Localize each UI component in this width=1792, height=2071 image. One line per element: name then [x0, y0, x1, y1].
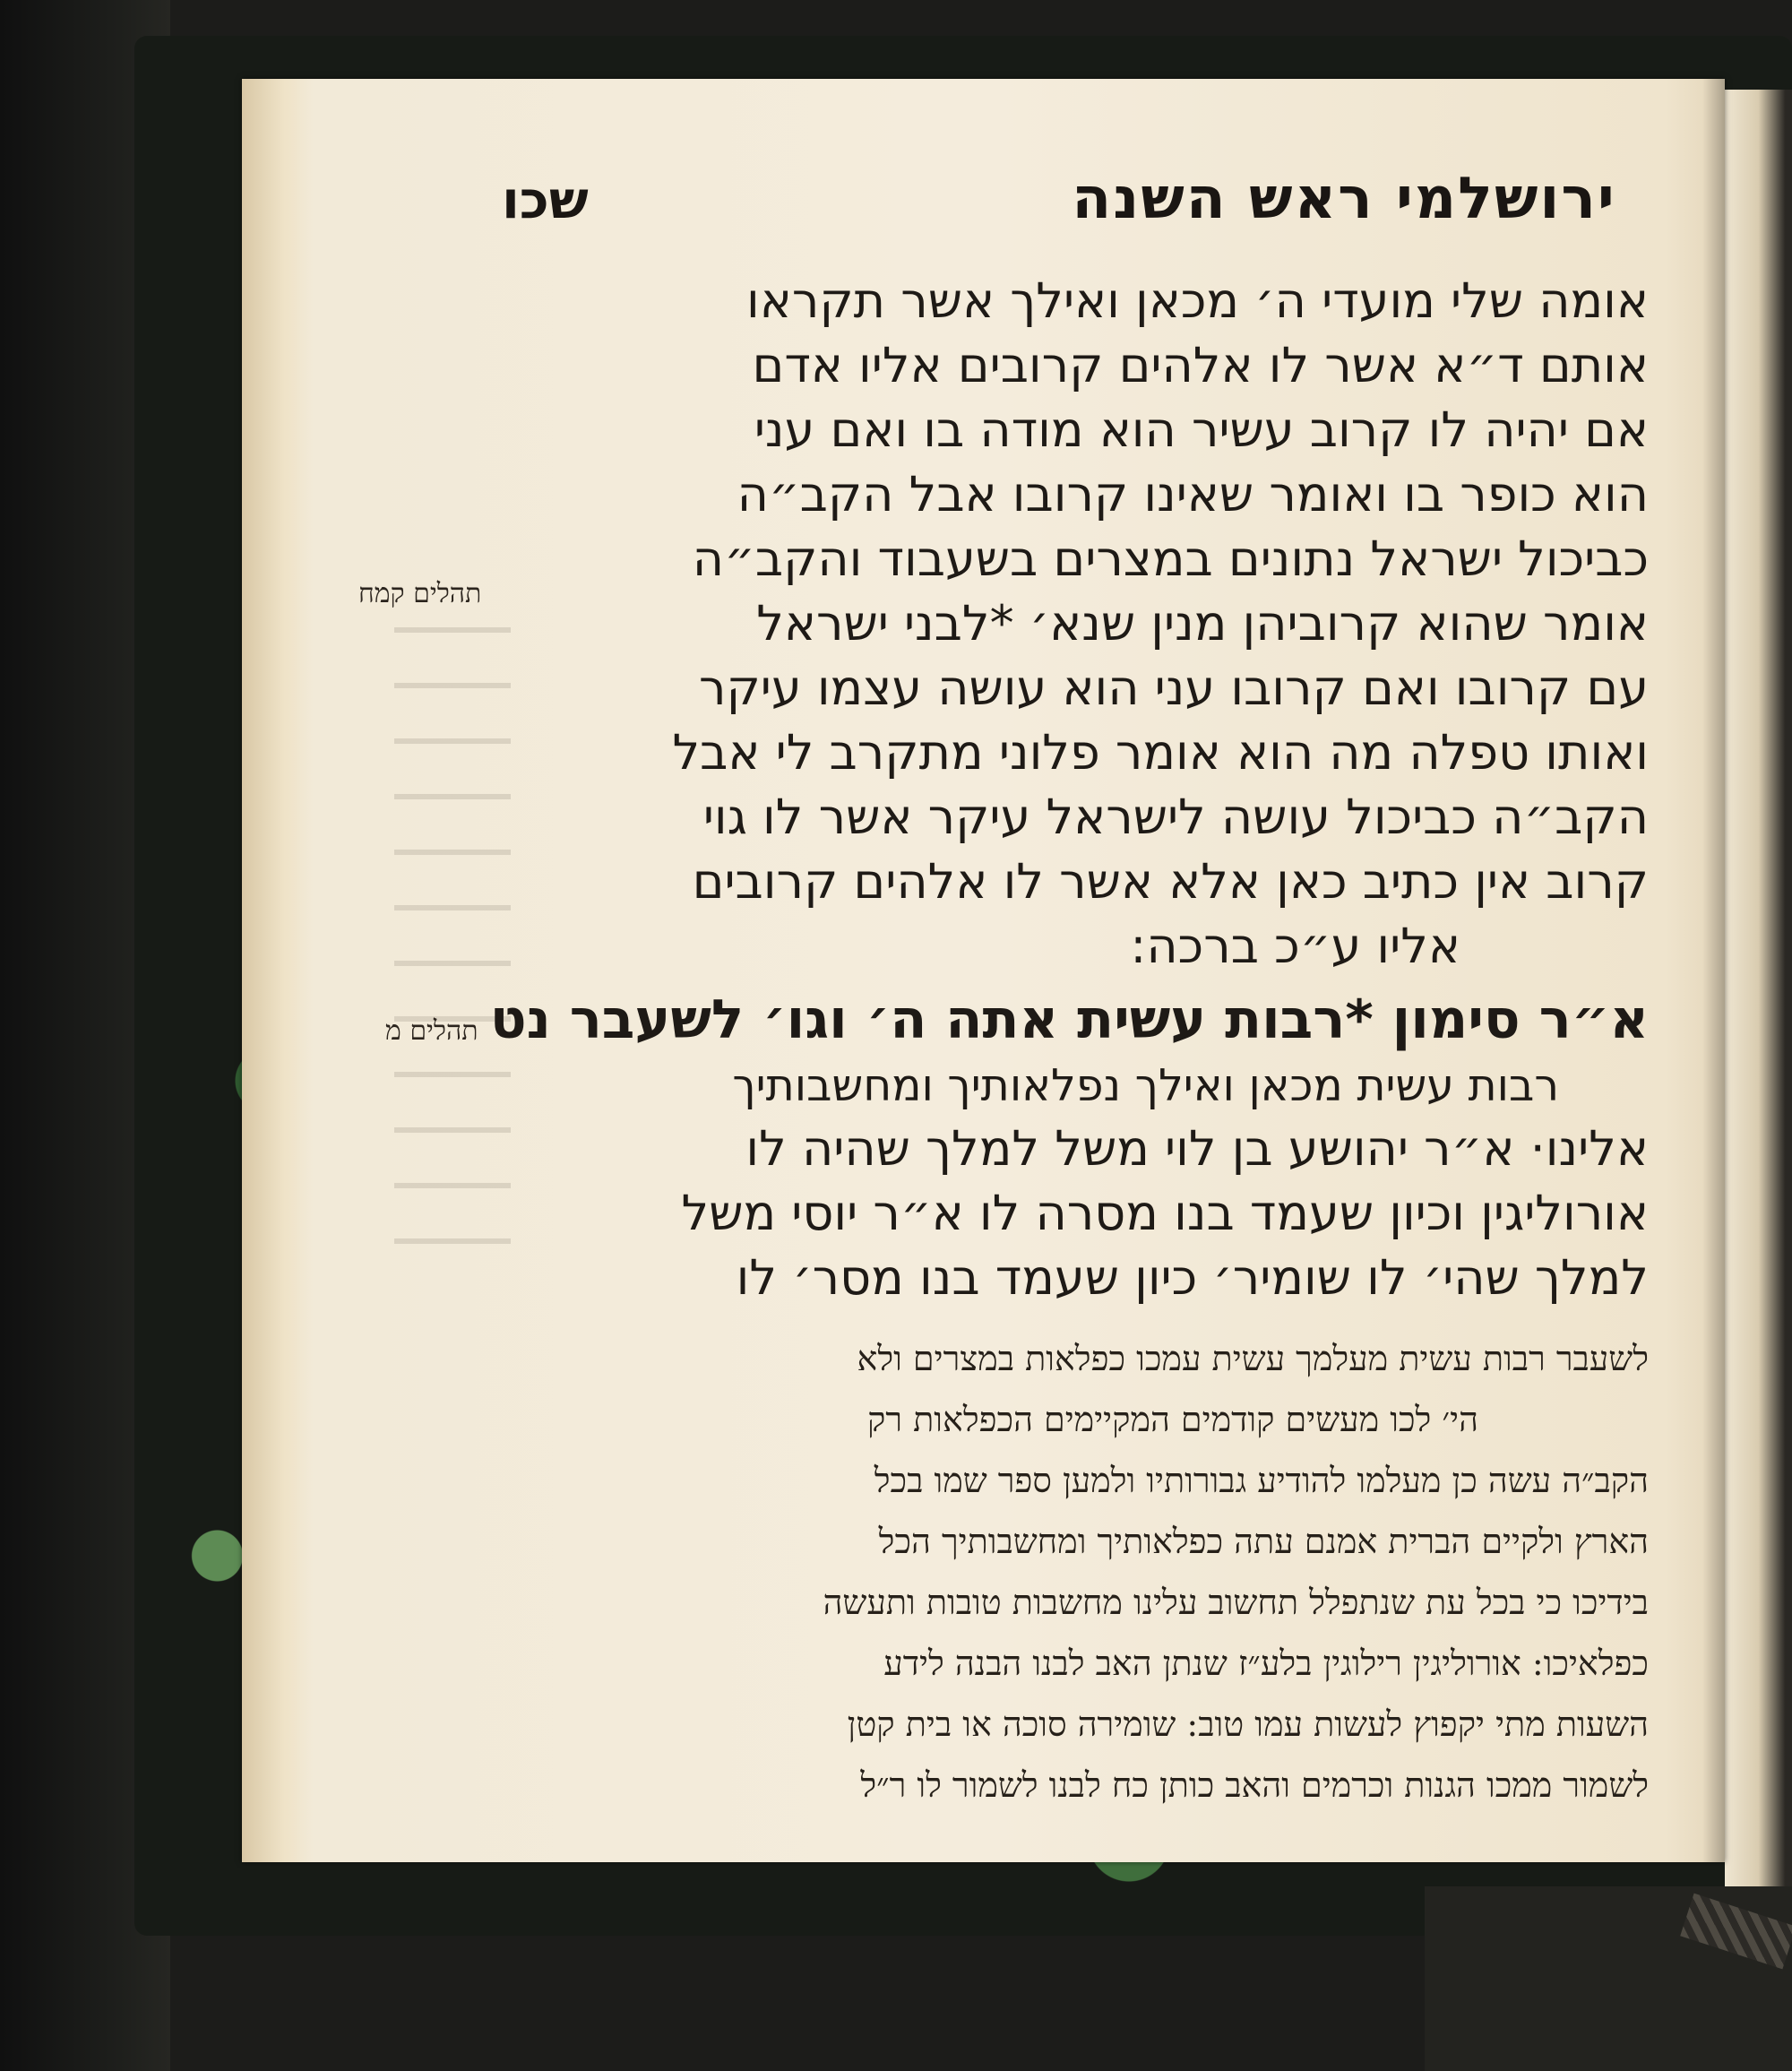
page-title: ירושלמי ראש השנה: [1072, 166, 1616, 232]
margin-reference: תהלים מ: [385, 1015, 478, 1047]
page-gutter: [242, 79, 314, 1862]
text-line: הקב״ה כביכול עושה לישראל עיקר אשר לו גוי: [702, 789, 1649, 845]
page-shadow: [1702, 79, 1725, 1862]
text-line: אומר שהוא קרוביהן מנין שנא׳ *לבני ישראל: [756, 595, 1649, 652]
text-line: רבות עשית מכאן ואילך נפלאותיך ומחשבותיך: [732, 1060, 1559, 1111]
page-number: שכו: [502, 169, 589, 230]
facing-page-edge: [1725, 90, 1792, 1936]
commentary-line: הקב״ה עשה כן מעלמו להודיע גבורותיו ולמען ספר שמו בכל: [874, 1461, 1649, 1500]
text-line: אותם ד״א אשר לו אלהים קרובים אליו אדם: [752, 337, 1649, 393]
commentary-line: הי׳ לכו מעשים קודמים המקיימים הכפלאות רק: [867, 1400, 1478, 1439]
commentary-line: הארץ ולקיים הברית אמנם עתה כפלאותיך ומחשבותיך הכל: [878, 1522, 1649, 1561]
text-line: אומה שלי מועדי ה׳ מכאן ואילך אשר תקראו: [746, 272, 1649, 329]
text-line: אלינו· א״ר יהושע בן לוי משל למלך שהיה לו: [745, 1120, 1649, 1177]
text-line: אם יהיה לו קרוב עשיר הוא מודה בו ואם עני: [754, 401, 1649, 458]
text-line: למלך שהי׳ לו שומיר׳ כיון שעמד בנו מסר׳ לו: [736, 1249, 1649, 1306]
margin-reference: תהלים קמח: [358, 578, 482, 609]
commentary: [502, 1328, 1649, 1816]
commentary-line: השעות מתי יקפוץ לעשות עמו טוב: שומירה סוכה או בית קטן: [847, 1704, 1649, 1744]
text-line: עם קרובו ואם קרובו עני הוא עושה עצמו עיקר: [698, 660, 1649, 716]
text-line: הוא כופר בו ואומר שאינו קרובו אבל הקב״ה: [737, 466, 1649, 522]
text-line: קרוב אין כתיב כאן אלא אשר לו אלהים קרובים: [692, 853, 1649, 910]
commentary-line: לשעבר רבות עשית מעלמך עשית עמכו כפלאות במצרים ולא: [857, 1339, 1649, 1378]
commentary-line: לשמור ממכו הגנות וכרמים והאב כותן כח לבנו לשמור לו ר״ל: [860, 1765, 1649, 1805]
show-through-text: [394, 627, 511, 1255]
commentary-line: כפלאיכו: אורוליגין רילוגין בלע״ז שנתן האב לבנו הבנה לידע: [883, 1644, 1649, 1683]
main-text: [489, 269, 1649, 1816]
running-head: [502, 166, 1649, 246]
commentary-line: בידיכו כי בכל עת שנתפלל תחשוב עלינו מחשבות טובות ותעשה: [823, 1583, 1649, 1622]
text-line: אליו ע״כ ברכה:: [1130, 918, 1460, 974]
text-line: אורוליגין וכיון שעמד בנו מסרה לו א״ר יוסי משל: [681, 1185, 1649, 1241]
text-line: כביכול ישראל נתונים במצרים בשעבוד והקב״ה: [692, 531, 1649, 587]
paragraph-lead: א״ר סימון *רבות עשית אתה ה׳ וגו׳ לשעבר נט: [489, 988, 1649, 1051]
text-line: ואותו טפלה מה הוא אומר פלוני מתקרב לי אבל: [672, 724, 1649, 781]
